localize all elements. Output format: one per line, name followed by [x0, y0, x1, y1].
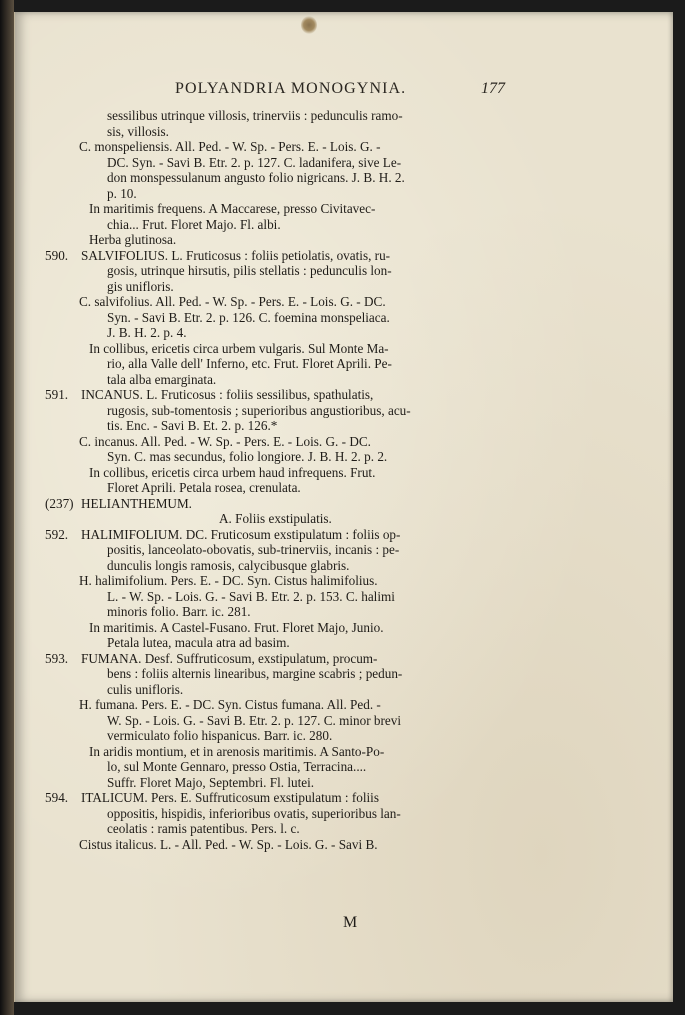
text-line: Petala lutea, macula atra ad basim.	[107, 635, 290, 650]
text-line: culis unifloris.	[107, 681, 184, 697]
text-line: vermiculato folio hispanicus. Barr. ic. 280.	[107, 728, 333, 743]
running-title: POLYANDRIA MONOGYNIA.	[175, 80, 407, 97]
entry-text: FUMANA. Desf. Suffruticosum, exstipulatum, procum-	[81, 650, 378, 666]
text-line: ceolatis : ramis patentibus. Pers. l. c.	[107, 821, 300, 836]
text-line: gosis, utrinque hirsutis, pilis stellatis : pedunculis lon-	[107, 263, 392, 278]
text-line: Syn. C. mas secundus, folio longiore. J. B. H. 2. p. 2.	[107, 449, 388, 464]
text-line: C. salvifolius. All. Ped. - W. Sp. - Pers. E. - Lois. G. - DC.	[79, 294, 386, 309]
text-line	[45, 527, 655, 543]
entry-text: ITALICUM. Pers. E. Suffruticosum exstipulatum : foliis	[81, 790, 379, 805]
text-line	[45, 651, 655, 667]
text-line: H. fumana. Pers. E. - DC. Syn. Cistus fumana. All. Ped. -	[79, 697, 381, 712]
entry-text: SALVIFOLIUS. L. Fruticosus : foliis petiolatis, ovatis, ru-	[81, 247, 391, 263]
entry-text: HALIMIFOLIUM. DC. Fruticosum exstipulatum : foliis op-	[81, 526, 401, 542]
text-line: don monspessulanum angusto folio nigricans. J. B. H. 2.	[107, 170, 405, 185]
text-line: dunculis longis ramosis, calycibusque glabris.	[107, 557, 350, 573]
text-line: chia... Frut. Floret Majo. Fl. albi.	[107, 216, 281, 232]
text-line: C. incanus. All. Ped. - W. Sp. - Pers. E. - Lois. G. - DC.	[79, 433, 371, 449]
text-line: gis unifloris.	[107, 278, 174, 294]
page-text	[45, 108, 655, 852]
text-line: tis. Enc. - Savi B. Et. 2. p. 126.*	[107, 418, 278, 433]
entry-number: 592.	[45, 526, 69, 542]
text-line	[45, 790, 655, 806]
text-line: sis, villosis.	[107, 123, 169, 139]
text-line: J. B. H. 2. p. 4.	[107, 325, 187, 340]
text-line: In maritimis. A Castel-Fusano. Frut. Floret Majo, Junio.	[89, 619, 384, 635]
entry-text: HELIANTHEMUM.	[81, 495, 192, 511]
book-spine-shadow	[0, 0, 14, 1015]
entry-number: 591.	[45, 387, 69, 402]
text-line: Syn. - Savi B. Etr. 2. p. 126. C. foemina monspeliaca.	[107, 309, 390, 325]
ink-stain	[301, 16, 317, 34]
signature-mark: M	[343, 914, 358, 931]
text-line: Floret Aprili. Petala rosea, crenulata.	[107, 480, 301, 495]
text-line: lo, sul Monte Gennaro, presso Ostia, Terracina....	[107, 759, 367, 774]
text-line: L. - W. Sp. - Lois. G. - Savi B. Etr. 2. p. 153. C. halimi	[107, 588, 395, 604]
text-line: A. Foliis exstipulatis.	[219, 511, 332, 526]
text-line	[45, 387, 655, 403]
text-line: p. 10.	[107, 185, 137, 201]
text-line: positis, lanceolato-obovatis, sub-trinerviis, incanis : pe-	[107, 542, 400, 557]
text-line: Suffr. Floret Majo, Septembri. Fl. lutei.	[107, 774, 315, 790]
text-line: rio, alla Valle dell' Inferno, etc. Frut. Floret Aprili. Pe-	[107, 356, 392, 371]
text-line: Cistus italicus. L. - All. Ped. - W. Sp. - Lois. G. - Savi B.	[79, 836, 378, 852]
text-line: In aridis montium, et in arenosis maritimis. A Santo-Po-	[89, 743, 385, 759]
entry-number: 593.	[45, 650, 69, 666]
entry-number: 594.	[45, 790, 69, 805]
text-line: H. halimifolium. Pers. E. - DC. Syn. Cistus halimifolius.	[79, 573, 378, 588]
text-line: tala alba emarginata.	[107, 371, 217, 387]
page-number: 177	[481, 80, 505, 97]
text-line: C. monspeliensis. All. Ped. - W. Sp. - Pers. E. - Lois. G. -	[79, 139, 381, 154]
entry-number: 590.	[45, 247, 69, 263]
text-line	[45, 496, 655, 512]
text-line: sessilibus utrinque villosis, trinerviis : pedunculis ramo-	[107, 108, 403, 123]
text-line: In maritimis frequens. A Maccarese, presso Civitavec-	[89, 201, 376, 216]
entry-text: INCANUS. L. Fruticosus : foliis sessilibus, spathulatis,	[81, 387, 374, 402]
text-line: In collibus, ericetis circa urbem vulgaris. Sul Monte Ma-	[89, 340, 389, 356]
book-page	[14, 12, 673, 1002]
text-line: minoris folio. Barr. ic. 281.	[107, 604, 251, 619]
text-line: W. Sp. - Lois. G. - Savi B. Etr. 2. p. 127. C. minor brevi	[107, 712, 402, 728]
text-line: oppositis, hispidis, inferioribus ovatis, superioribus lan-	[107, 805, 401, 821]
text-line	[45, 248, 655, 264]
entry-number: (237)	[45, 495, 74, 511]
text-line: rugosis, sub-tomentosis ; superioribus angustioribus, acu-	[107, 402, 411, 418]
page-header	[15, 80, 673, 102]
text-line: Herba glutinosa.	[89, 232, 177, 247]
text-line: DC. Syn. - Savi B. Etr. 2. p. 127. C. ladanifera, sive Le-	[107, 154, 402, 170]
text-line: bens : foliis alternis linearibus, margine scabris ; pedun-	[107, 666, 403, 681]
text-line: In collibus, ericetis circa urbem haud infrequens. Frut.	[89, 464, 376, 480]
